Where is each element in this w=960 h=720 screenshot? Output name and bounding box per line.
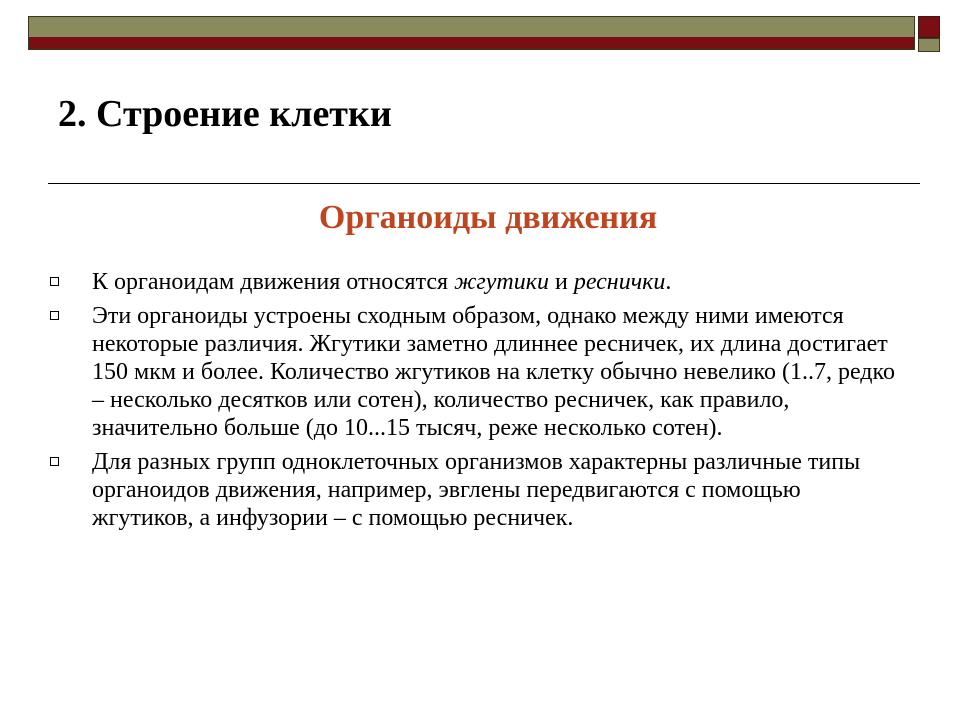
corner-square-maroon	[918, 16, 940, 38]
slide-subtitle: Органоиды движения	[318, 199, 658, 236]
bullet-text: Для разных групп одноклеточных организмов характерны различные типы органоидов движения, например, эвглены передвигаются с помощью жгутиков, а инфузории – с помощью ресничек.	[92, 449, 861, 531]
hollow-square-bullet-icon	[50, 311, 59, 320]
bullet-text: Эти органоиды устроены сходным образом, однако между ними имеются некоторые различия. Жгутики заметно длиннее ресничек, их длина достигает 150 мкм и более. Количество жгутиков на клетку обычно невелико (1..7, редко – несколько десятков или сотен), количество ресничек, как правило, значительно больше (до 10...15 тысяч, реже несколько сотен).	[92, 303, 895, 441]
corner-square-olive	[918, 38, 940, 52]
emphasis-term: реснички	[573, 269, 666, 295]
header-bar-olive-stripe	[29, 17, 914, 37]
list-item	[48, 448, 908, 532]
list-item	[48, 302, 908, 442]
emphasis-term: жгутики	[454, 269, 549, 295]
hollow-square-bullet-icon	[50, 457, 59, 466]
hollow-square-bullet-icon	[50, 277, 59, 286]
bullet-list	[48, 268, 908, 538]
header-bar-maroon-stripe	[29, 37, 914, 49]
slide-title: 2. Строение клетки	[58, 93, 392, 135]
bullet-text: К органоидам движения относятся жгутики и реснички.	[92, 269, 672, 295]
title-divider	[48, 183, 920, 184]
list-item	[48, 268, 908, 296]
